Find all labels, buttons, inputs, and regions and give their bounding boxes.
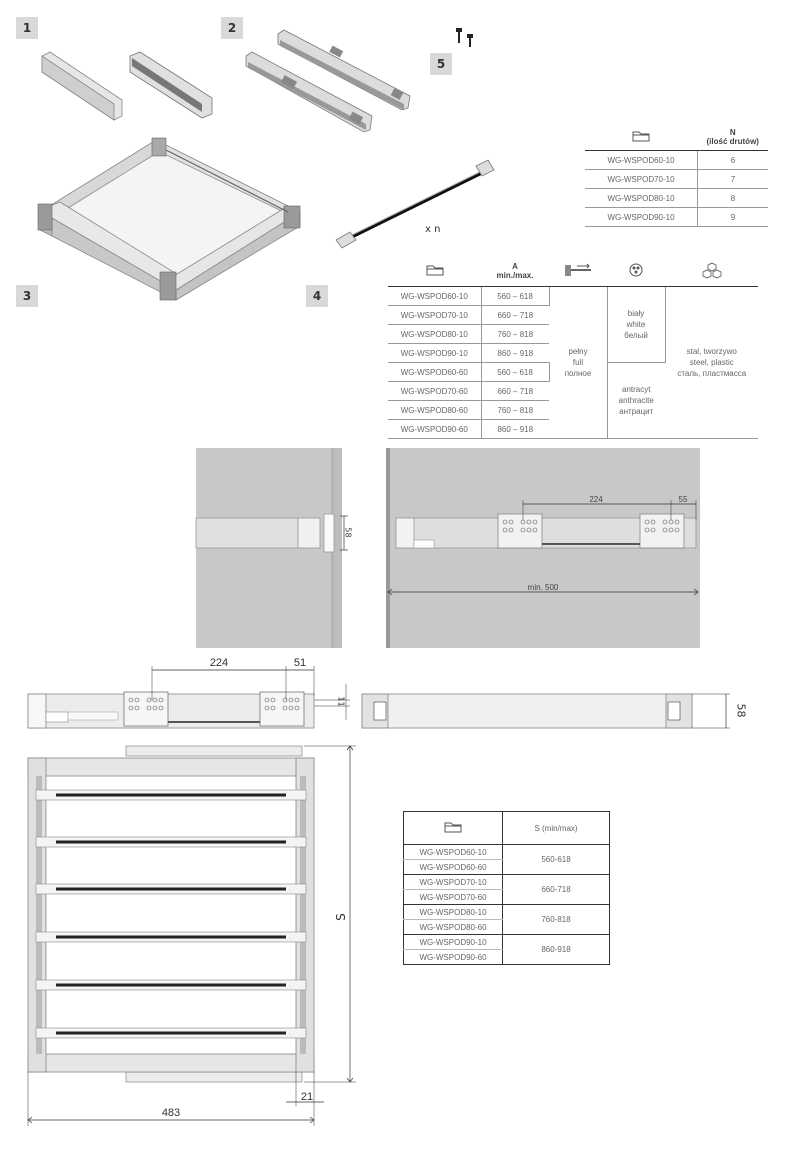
a-range: 660 – 718 xyxy=(481,306,549,325)
table-row xyxy=(404,845,610,860)
a-range: 860 – 918 xyxy=(481,344,549,363)
material-en: steel, plastic xyxy=(689,358,734,367)
product-code: WG-WSPOD60-10 xyxy=(585,151,698,170)
product-code: WG-WSPOD60-60 xyxy=(404,860,503,875)
a-range: 760 – 818 xyxy=(481,401,549,420)
wire-count: 9 xyxy=(698,208,769,227)
s-range: 560-618 xyxy=(503,845,610,875)
header-n: N xyxy=(729,128,736,137)
a-range: 560 – 618 xyxy=(481,363,549,382)
dim-11: 11 xyxy=(336,696,346,707)
wire-count: 8 xyxy=(698,189,769,208)
table-header-folder xyxy=(404,812,503,845)
extension-pl: pełny xyxy=(568,347,588,356)
table-row xyxy=(404,935,610,950)
dim-224-cabinet: 224 xyxy=(589,495,603,504)
product-code: WG-WSPOD90-60 xyxy=(388,420,481,439)
color-anthracite-pl: antracyt xyxy=(622,385,651,394)
a-range: 860 – 918 xyxy=(481,420,549,439)
table-row xyxy=(404,905,610,920)
dim-min-500: min. 500 xyxy=(527,583,559,592)
color-anthracite-en: anthracite xyxy=(618,396,654,405)
badge-3: 3 xyxy=(16,285,38,307)
folder-icon xyxy=(444,821,462,833)
product-code: WG-WSPOD90-10 xyxy=(585,208,698,227)
product-code: WG-WSPOD90-60 xyxy=(404,950,503,965)
header-n-sub: (ilość drutów) xyxy=(706,137,759,146)
material-pl: stal, tworzywo xyxy=(686,347,737,356)
badge-2: 2 xyxy=(221,17,243,39)
header-a: A xyxy=(512,262,518,271)
product-code: WG-WSPOD70-10 xyxy=(585,170,698,189)
dim-58-cabinet: 58 xyxy=(343,527,353,538)
s-range-table xyxy=(403,811,610,965)
material-ru: сталь, пластмасса xyxy=(677,369,747,378)
table-header-s: S (min/max) xyxy=(503,812,610,845)
dim-58: 58 xyxy=(734,703,748,718)
product-code: WG-WSPOD70-60 xyxy=(388,382,481,401)
color-white-ru: белый xyxy=(624,331,648,340)
dim-483: 483 xyxy=(161,1107,181,1119)
product-code: WG-WSPOD90-10 xyxy=(404,935,503,950)
product-code: WG-WSPOD80-60 xyxy=(388,401,481,420)
s-range: 860-918 xyxy=(503,935,610,965)
product-code: WG-WSPOD80-10 xyxy=(585,189,698,208)
dim-224: 224 xyxy=(209,657,229,669)
s-range: 660-718 xyxy=(503,875,610,905)
badge-4: 4 xyxy=(306,285,328,307)
color-anthracite-ru: антрацит xyxy=(619,407,654,416)
a-range: 760 – 818 xyxy=(481,325,549,344)
badge-5: 5 xyxy=(430,53,452,75)
product-code: WG-WSPOD80-10 xyxy=(404,905,503,920)
dim-51: 51 xyxy=(293,657,307,669)
wire-count: 6 xyxy=(698,151,769,170)
color-white-en: white xyxy=(626,320,646,329)
product-code: WG-WSPOD80-60 xyxy=(404,920,503,935)
a-range: 560 – 618 xyxy=(481,287,549,306)
extension-en: full xyxy=(572,358,584,367)
product-code: WG-WSPOD70-10 xyxy=(388,306,481,325)
product-code: WG-WSPOD60-60 xyxy=(388,363,481,382)
dim-s: S xyxy=(333,913,348,921)
product-code: WG-WSPOD70-60 xyxy=(404,890,503,905)
wire-quantity-label: x n xyxy=(425,224,441,235)
product-code: WG-WSPOD60-10 xyxy=(404,845,503,860)
dim-21: 21 xyxy=(300,1091,314,1103)
extension-ru: полное xyxy=(564,369,592,378)
wires xyxy=(36,790,306,1038)
product-code: WG-WSPOD60-10 xyxy=(388,287,481,306)
product-code: WG-WSPOD90-10 xyxy=(388,344,481,363)
a-range: 660 – 718 xyxy=(481,382,549,401)
product-code: WG-WSPOD70-10 xyxy=(404,875,503,890)
badge-1: 1 xyxy=(16,17,38,39)
dim-55: 55 xyxy=(678,495,688,504)
s-range: 760-818 xyxy=(503,905,610,935)
header-a-sub: min./max. xyxy=(496,271,534,280)
wire-count: 7 xyxy=(698,170,769,189)
product-code: WG-WSPOD80-10 xyxy=(388,325,481,344)
color-white-pl: biały xyxy=(627,309,645,318)
table-row xyxy=(404,875,610,890)
